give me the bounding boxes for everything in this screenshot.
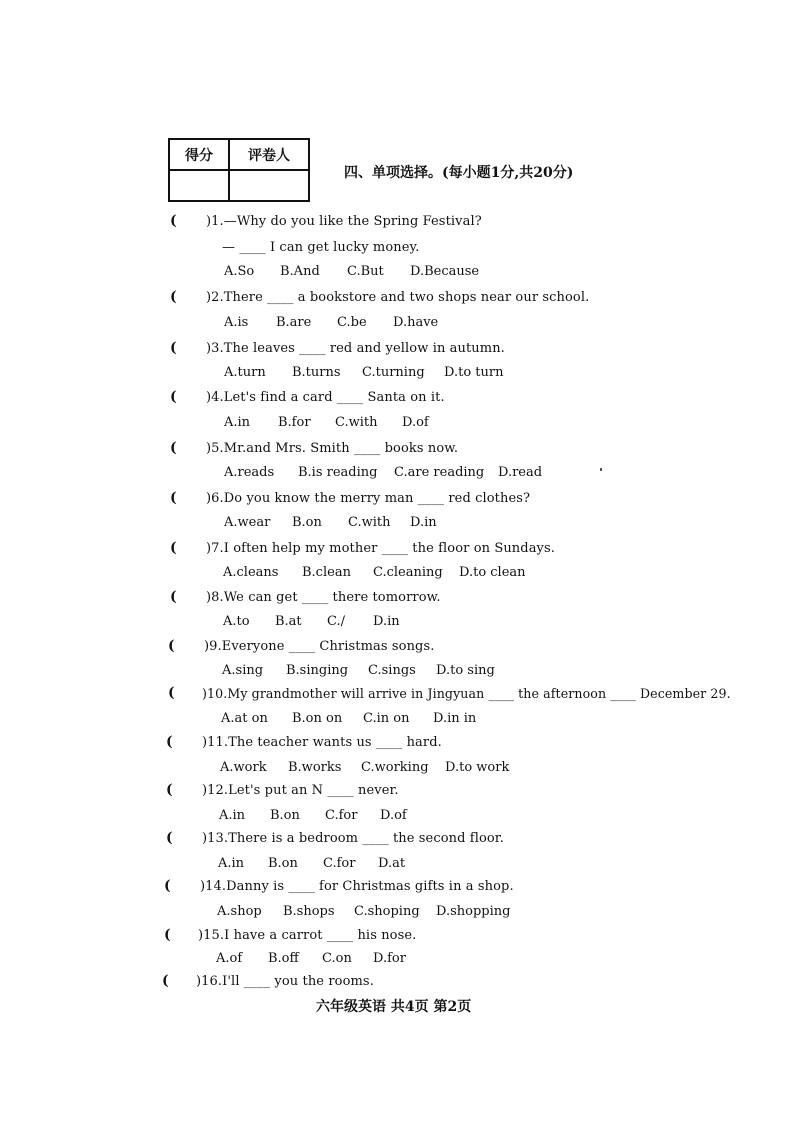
question-9-option-b: B.singing bbox=[286, 663, 349, 678]
question-7-option-d: D.to clean bbox=[459, 565, 526, 580]
question-13-option-d: D.at bbox=[378, 856, 406, 871]
question-6-option-b: B.on bbox=[292, 515, 322, 530]
question-14-option-c: C.shoping bbox=[354, 904, 420, 919]
question-14-option-b: B.shops bbox=[283, 904, 335, 919]
page-footer: 六年级英语 共4页 第2页 bbox=[316, 999, 472, 1015]
question-5-option-b: B.is reading bbox=[298, 465, 378, 480]
question-7-option-c: C.cleaning bbox=[373, 565, 443, 580]
answer-blank-15[interactable]: ( bbox=[164, 927, 171, 943]
question-5-option-c: C.are reading bbox=[394, 465, 485, 480]
question-6-option-a: A.wear bbox=[224, 515, 271, 530]
question-2-stem: )2.There ____ a bookstore and two shops near our school. bbox=[206, 290, 590, 305]
question-4-option-a: A.in bbox=[224, 415, 251, 430]
question-10-option-b: B.on on bbox=[292, 711, 343, 726]
question-1-option-c: C.But bbox=[347, 264, 384, 279]
answer-blank-5[interactable]: ( bbox=[170, 440, 177, 456]
question-14-option-d: D.shopping bbox=[436, 904, 511, 919]
question-3-option-b: B.turns bbox=[292, 365, 341, 380]
question-5-option-d: D.read bbox=[498, 465, 543, 480]
question-8-option-a: A.to bbox=[223, 614, 250, 629]
question-13-stem: )13.There is a bedroom ____ the second floor. bbox=[202, 831, 504, 846]
answer-blank-11[interactable]: ( bbox=[166, 734, 173, 750]
question-3-option-d: D.to turn bbox=[444, 365, 504, 380]
question-8-option-b: B.at bbox=[275, 614, 302, 629]
question-1-option-a: A.So bbox=[224, 264, 255, 279]
question-15-option-a: A.of bbox=[216, 951, 243, 966]
score-value-cell[interactable] bbox=[169, 170, 229, 201]
question-9-option-d: D.to sing bbox=[436, 663, 495, 678]
question-2-option-a: A.is bbox=[224, 315, 249, 330]
score-table-header-row bbox=[169, 139, 309, 170]
answer-blank-14[interactable]: ( bbox=[164, 878, 171, 894]
answer-blank-16[interactable]: ( bbox=[162, 973, 169, 989]
question-10-stem: )10.My grandmother will arrive in Jingyuan ____ the afternoon ____ December 29. bbox=[202, 686, 731, 701]
question-4-option-b: B.for bbox=[278, 415, 311, 430]
question-15-option-b: B.off bbox=[268, 951, 299, 966]
question-15-option-d: D.for bbox=[373, 951, 406, 966]
question-10-option-d: D.in in bbox=[433, 711, 477, 726]
answer-blank-13[interactable]: ( bbox=[166, 830, 173, 846]
answer-blank-7[interactable]: ( bbox=[170, 540, 177, 556]
answer-blank-3[interactable]: ( bbox=[170, 340, 177, 356]
question-16-stem: )16.I'll ____ you the rooms. bbox=[196, 974, 374, 989]
question-8-option-c: C./ bbox=[327, 614, 345, 629]
question-13-option-c: C.for bbox=[323, 856, 356, 871]
answer-blank-8[interactable]: ( bbox=[170, 589, 177, 605]
question-4-option-c: C.with bbox=[335, 415, 378, 430]
answer-blank-6[interactable]: ( bbox=[170, 490, 177, 506]
question-12-option-c: C.for bbox=[325, 808, 358, 823]
question-6-stem: )6.Do you know the merry man ____ red clothes? bbox=[206, 491, 531, 506]
question-6-option-d: D.in bbox=[410, 515, 437, 530]
question-5-stem: )5.Mr.and Mrs. Smith ____ books now. bbox=[206, 441, 459, 456]
question-1-option-b: B.And bbox=[280, 264, 320, 279]
answer-blank-10[interactable]: ( bbox=[168, 685, 175, 701]
question-10-option-c: C.in on bbox=[363, 711, 410, 726]
question-9-option-c: C.sings bbox=[368, 663, 416, 678]
question-9-option-a: A.sing bbox=[222, 663, 264, 678]
question-3-option-a: A.turn bbox=[224, 365, 266, 380]
question-11-option-c: C.working bbox=[361, 760, 429, 775]
question-11-option-b: B.works bbox=[288, 760, 342, 775]
answer-blank-2[interactable]: ( bbox=[170, 289, 177, 305]
answer-blank-12[interactable]: ( bbox=[166, 782, 173, 798]
question-3-option-c: C.turning bbox=[362, 365, 425, 380]
question-11-option-d: D.to work bbox=[445, 760, 510, 775]
question-10-option-a: A.at on bbox=[221, 711, 268, 726]
question-15-stem: )15.I have a carrot ____ his nose. bbox=[198, 928, 417, 943]
question-5-option-a: A.reads bbox=[224, 465, 275, 480]
answer-blank-1[interactable]: ( bbox=[170, 213, 177, 229]
score-header: 得分 bbox=[169, 139, 229, 170]
question-12-option-b: B.on bbox=[270, 808, 300, 823]
answer-blank-9[interactable]: ( bbox=[168, 638, 175, 654]
question-8-stem: )8.We can get ____ there tomorrow. bbox=[206, 590, 441, 605]
answer-blank-4[interactable]: ( bbox=[170, 389, 177, 405]
question-2-option-b: B.are bbox=[276, 315, 312, 330]
question-1-stem: )1.—Why do you like the Spring Festival? bbox=[206, 214, 482, 229]
question-9-stem: )9.Everyone ____ Christmas songs. bbox=[204, 639, 435, 654]
score-table-value-row bbox=[169, 170, 309, 201]
question-13-option-a: A.in bbox=[218, 856, 245, 871]
grader-header: 评卷人 bbox=[229, 139, 309, 170]
question-1-option-d: D.Because bbox=[410, 264, 480, 279]
question-6-option-c: C.with bbox=[348, 515, 391, 530]
question-7-option-b: B.clean bbox=[302, 565, 351, 580]
question-4-stem: )4.Let's find a card ____ Santa on it. bbox=[206, 390, 445, 405]
question-1-stem-reply: — ____ I can get lucky money. bbox=[222, 240, 420, 255]
grader-value-cell[interactable] bbox=[229, 170, 309, 201]
question-15-option-c: C.on bbox=[322, 951, 352, 966]
question-2-option-c: C.be bbox=[337, 315, 367, 330]
question-14-stem: )14.Danny is ____ for Christmas gifts in a shop. bbox=[200, 879, 514, 894]
question-7-stem: )7.I often help my mother ____ the floor on Sundays. bbox=[206, 541, 556, 556]
question-11-option-a: A.work bbox=[220, 760, 267, 775]
question-11-stem: )11.The teacher wants us ____ hard. bbox=[202, 735, 442, 750]
question-12-option-a: A.in bbox=[219, 808, 246, 823]
question-7-option-a: A.cleans bbox=[223, 565, 279, 580]
question-8-option-d: D.in bbox=[373, 614, 400, 629]
question-12-stem: )12.Let's put an N ____ never. bbox=[202, 783, 399, 798]
scan-speck bbox=[600, 468, 602, 471]
section-title: 四、单项选择。(每小题1分,共20分) bbox=[344, 165, 574, 181]
question-2-option-d: D.have bbox=[393, 315, 439, 330]
score-table bbox=[168, 138, 310, 202]
question-14-option-a: A.shop bbox=[217, 904, 262, 919]
question-4-option-d: D.of bbox=[402, 415, 429, 430]
question-12-option-d: D.of bbox=[380, 808, 407, 823]
question-3-stem: )3.The leaves ____ red and yellow in autumn. bbox=[206, 341, 505, 356]
question-13-option-b: B.on bbox=[268, 856, 298, 871]
